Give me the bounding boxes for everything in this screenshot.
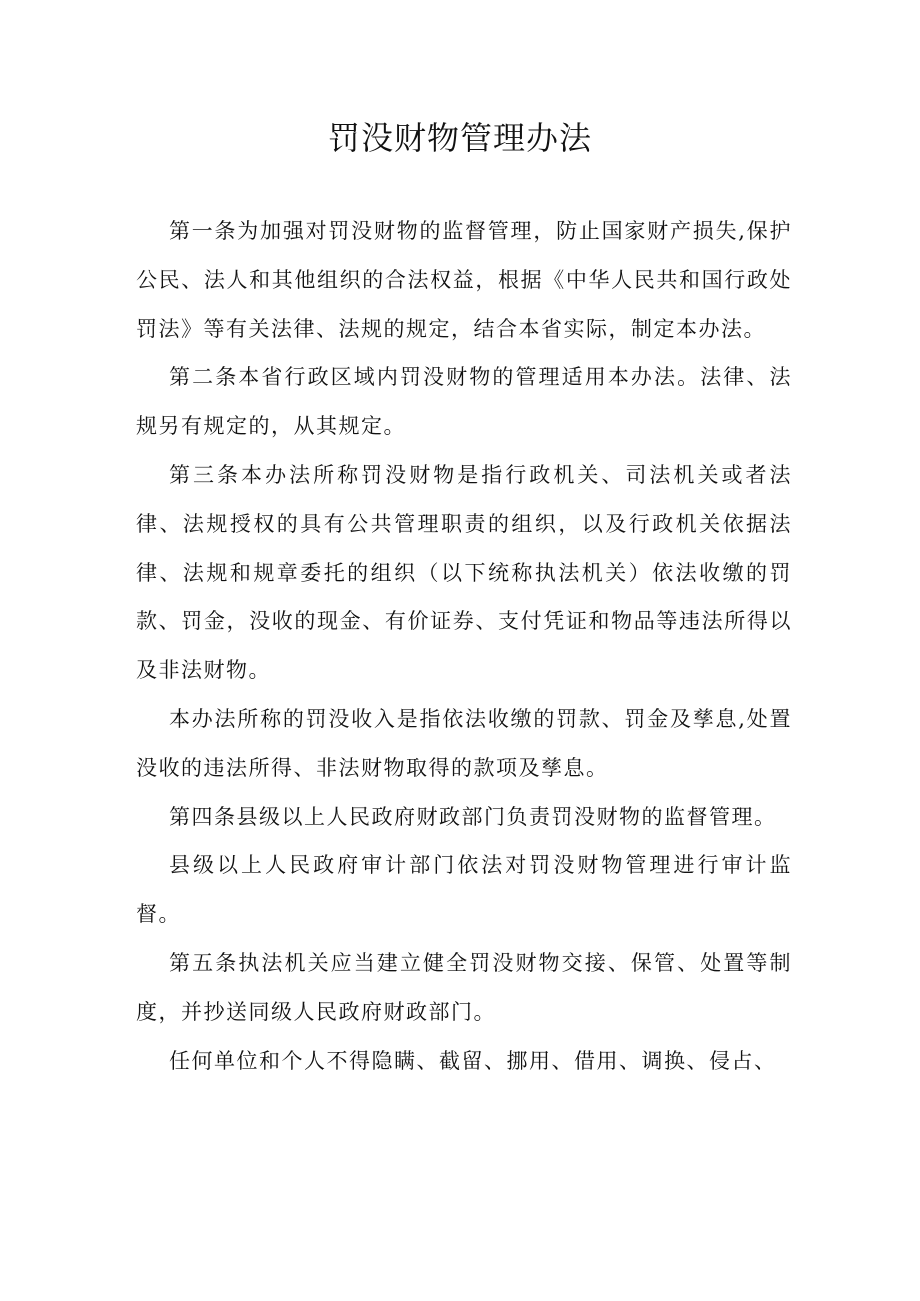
paragraph-article-3: 第三条本办法所称罚没财物是指行政机关、司法机关或者法律、法规授权的具有公共管理职责的组织，以及行政机关依据法律、法规和规章委托的组织（以下统称执法机关）依法收缴的罚款、罚金，没收的现金、有价证券、支付凭证和物品等违法所得以及非法财物。 [136, 462, 792, 683]
paragraph-article-4: 第四条县级以上人民政府财政部门负责罚没财物的监督管理。 [169, 804, 777, 829]
document-title: 罚没财物管理办法 [327, 119, 592, 157]
paragraph-article-5-prohibition: 任何单位和个人不得隐瞒、截留、挪用、借用、调换、侵占、 [169, 1048, 777, 1073]
paragraph-article-2: 第二条本省行政区域内罚没财物的管理适用本办法。法律、法规另有规定的，从其规定。 [136, 365, 792, 439]
paragraph-article-3-income: 本办法所称的罚没收入是指依法收缴的罚款、罚金及孳息,处置没收的违法所得、非法财物取得的款项及孳息。 [136, 706, 792, 780]
paragraph-article-4-audit: 县级以上人民政府审计部门依法对罚没财物管理进行审计监督。 [136, 853, 792, 927]
paragraph-article-1: 第一条为加强对罚没财物的监督管理，防止国家财产损失,保护公民、法人和其他组织的合法权益，根据《中华人民共和国行政处罚法》等有关法律、法规的规定，结合本省实际，制定本办法。 [136, 219, 792, 341]
document-body [136, 207, 792, 1085]
paragraph-article-5: 第五条执法机关应当建立健全罚没财物交接、保管、处置等制度，并抄送同级人民政府财政部门。 [136, 950, 792, 1024]
